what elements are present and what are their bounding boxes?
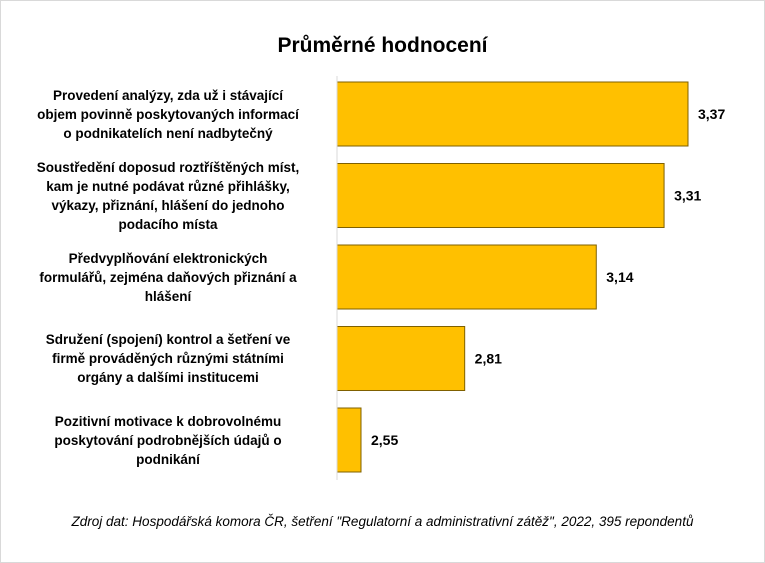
category-label-3: Předvyplňování elektronických formulářů, zejména daňových přiznání a hlášení [39, 250, 297, 304]
bar-1 [337, 82, 688, 146]
value-label-1: 3,37 [698, 106, 726, 122]
value-label-2: 3,31 [674, 187, 702, 204]
value-label-4: 2,81 [474, 350, 502, 367]
category-label-5: Pozitivní motivace k dobrovolnému poskytování podrobnějších údajů o podnikání [54, 413, 282, 467]
bar-5 [337, 408, 361, 472]
bar-4 [337, 327, 465, 391]
bar-2 [337, 164, 664, 228]
value-label-3: 3,14 [606, 269, 634, 285]
category-label-1: Provedení analýzy, zda už i stávající objem povinně poskytovaných informací o podnikatelích není nadbytečný [37, 87, 299, 141]
chart-title: Průměrné hodnocení [277, 34, 488, 57]
category-label-2: Soustředění doposud roztříštěných míst, kam je nutné podávat různé přihlášky, výkazy, přiznání, hlášení do jednoho podacího místa [36, 159, 300, 232]
value-label-5: 2,55 [371, 432, 399, 448]
bar-3 [337, 245, 596, 309]
source-note: Zdroj dat: Hospodářská komora ČR, šetření "Regulatorní a administrativní zátěž", 2022, 395 repondentů [71, 514, 694, 529]
category-label-4: Sdružení (spojení) kontrol a šetření ve firmě prováděných různými státními orgány a dalšími institucemi [45, 332, 291, 385]
